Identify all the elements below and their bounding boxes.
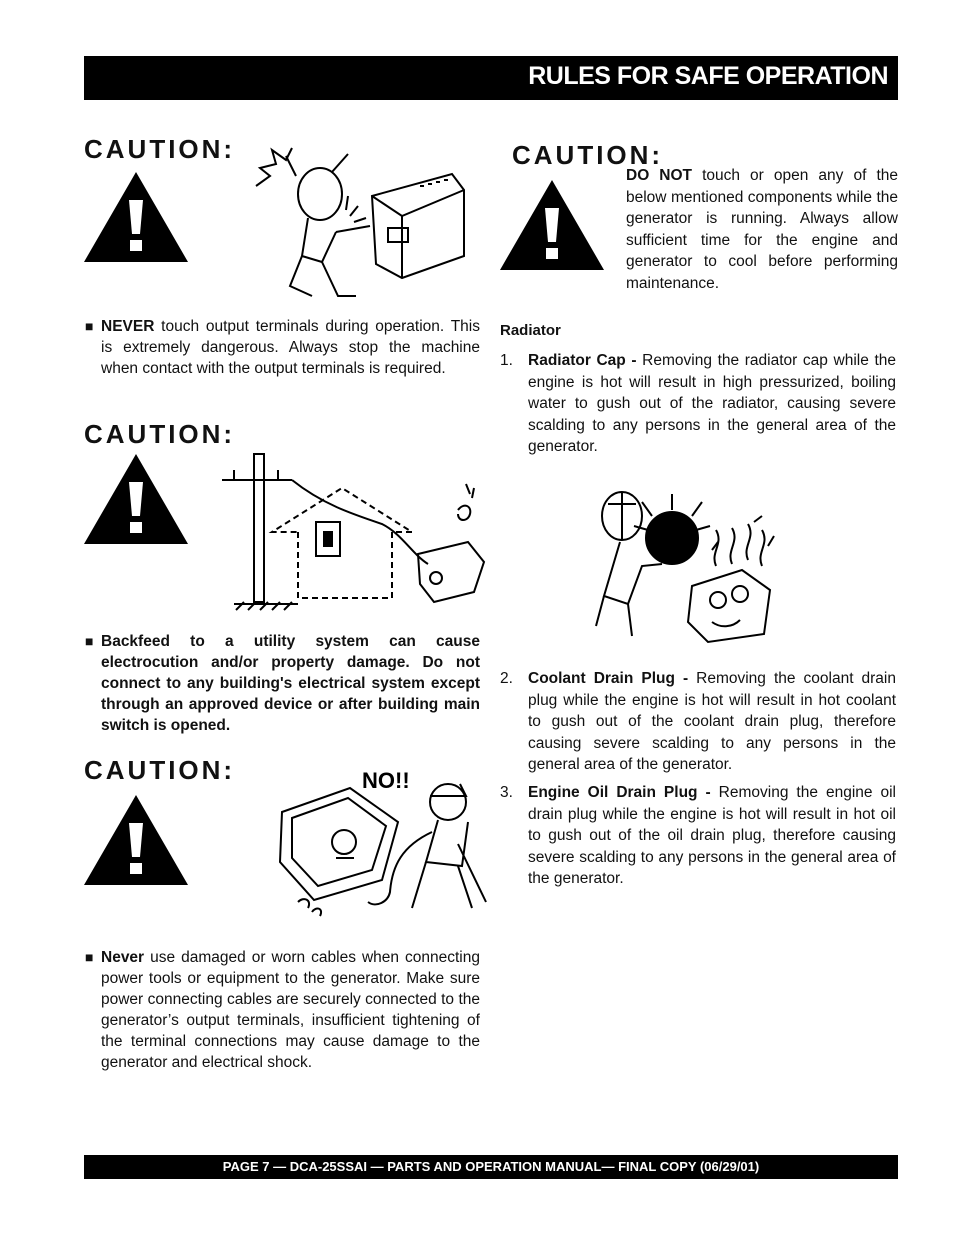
caution-3-text: ■ Never use damaged or worn cables when connecting power tools or equipment to the generator. Make sure power connecting cables are securely connected to the generator’s output terminals, insufficient tightening of the terminal connections may cause damage to the generator and electrical shock. <box>85 949 480 1071</box>
warning-triangle-icon <box>84 172 188 262</box>
radiator-item-3: 3. Engine Oil Drain Plug - Removing the engine oil drain plug while the engine is hot will result in hot oil to gush out of the oil drain plug, therefore causing severe scalding to any persons in the general area of the generator. <box>500 784 897 887</box>
backfeed-illustration <box>222 444 490 614</box>
caution-title-right: CAUTION: <box>512 140 664 170</box>
caution-title-2: CAUTION: <box>84 419 236 449</box>
do-not-touch-text: DO NOT touch or open any of the below mentioned components while the generator is running. Always allow sufficient time for the engine and generator to cool before performing maintenance. <box>626 167 899 292</box>
caution-1-text: ■ NEVER touch output terminals during operation. This is extremely dangerous. Always stop the machine when contact with the output terminals is required. <box>85 318 480 377</box>
footer-text: PAGE 7 — DCA-25SSAI — PARTS AND OPERATION MANUAL— FINAL COPY (06/29/01) <box>222 1159 760 1174</box>
page-title: RULES FOR SAFE OPERATION <box>528 62 888 90</box>
bullet-square-icon: ■ <box>85 318 94 334</box>
warning-triangle-icon <box>84 454 188 544</box>
damaged-cables-illustration <box>272 762 490 920</box>
warning-triangle-icon <box>500 180 604 270</box>
header-bar <box>84 56 898 100</box>
bullet-square-icon: ■ <box>85 633 94 649</box>
caution-2-text: ■ Backfeed to a utility system can cause electrocution and/or property damage. Do not connect to any building's electrical system except through an approved device or after building main switch is opened. <box>85 633 480 734</box>
radiator-item-1: 1. Radiator Cap - Removing the radiator cap while the engine is hot will result in high pressurized, boiling water to gush out of the radiator, causing severe scalding to any persons in the general area of the generator. <box>500 352 896 455</box>
caution-title-3: CAUTION: <box>84 755 236 785</box>
caution-title-1: CAUTION: <box>84 134 236 164</box>
warning-triangle-icon <box>84 795 188 885</box>
radiator-heading: Radiator <box>500 322 561 339</box>
radiator-item-2: 2. Coolant Drain Plug - Removing the coolant drain plug while the engine is hot will result in hot coolant to gush out of the coolant drain plug, therefore causing severe scalding to any persons in the general area of the generator. <box>500 670 896 773</box>
no-illustration-label: NO!! <box>362 768 410 793</box>
footer-bar <box>84 1155 898 1179</box>
touching-terminals-illustration <box>252 146 470 304</box>
hot-radiator-illustration <box>592 486 782 646</box>
bullet-square-icon: ■ <box>85 949 94 965</box>
